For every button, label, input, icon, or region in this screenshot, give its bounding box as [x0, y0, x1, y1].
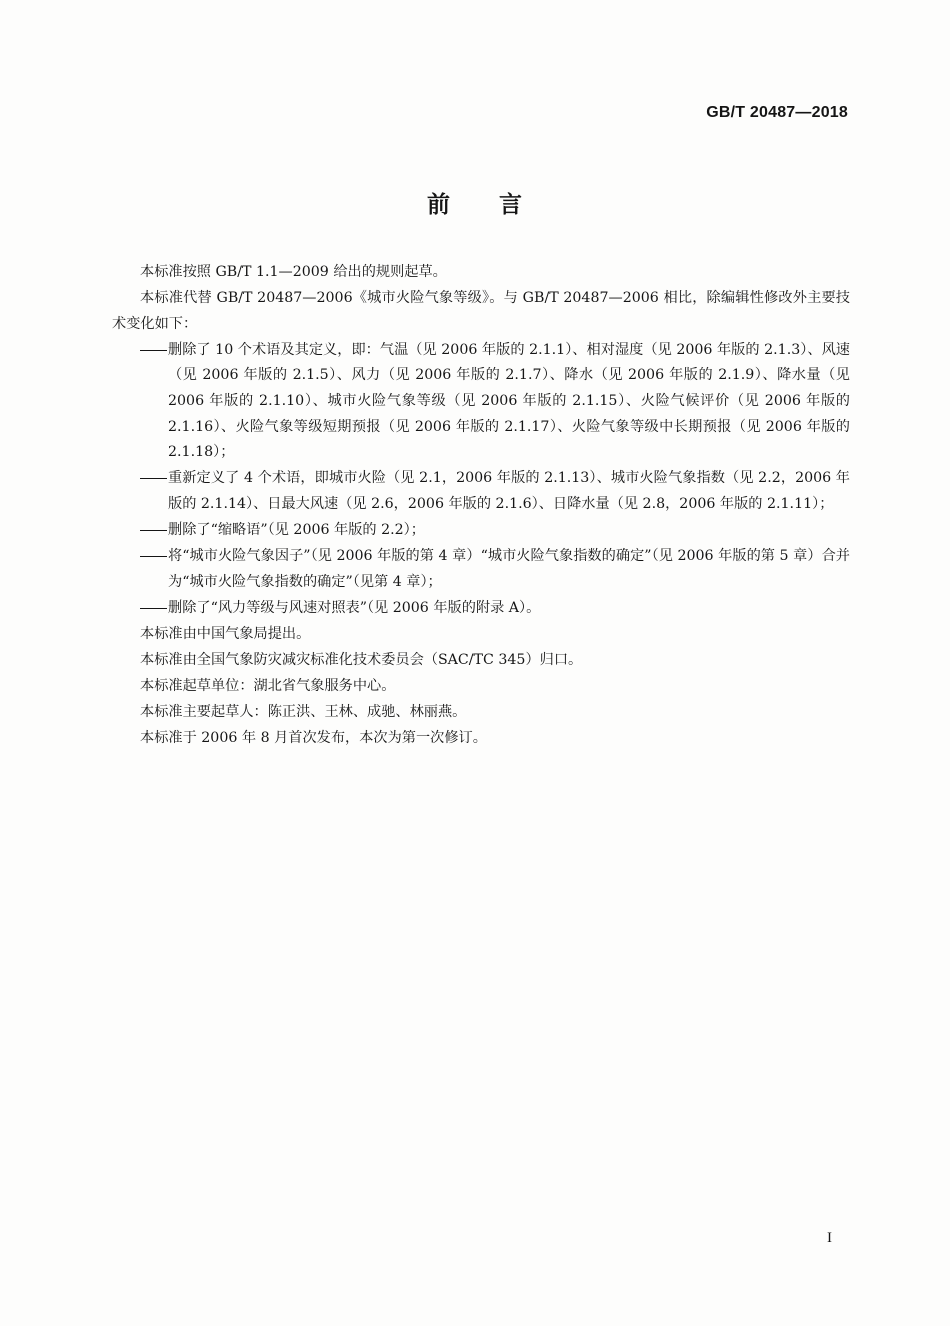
title-char-2: 言	[499, 192, 523, 218]
paragraph-replacement: 本标准代替 GB/T 20487—2006《城市火险气象等级》。与 GB/T 20487—2006 相比，除编辑性修改外主要技术变化如下：	[112, 290, 850, 332]
paragraph-history: 本标准于 2006 年 8 月首次发布，本次为第一次修订。	[140, 730, 487, 747]
standard-number: GB/T 20487—2018	[706, 104, 848, 121]
change-item-4	[112, 544, 850, 595]
change-text: 删除了 10 个术语及其定义，即：气温（见 2006 年版的 2.1.1）、相对湿度（见 2006 年版的 2.1.3）、风速（见 2006 年版的 2.1.5）、风力（见 2006 年版的 2.1.7）、降水（见 2006 年版的 2.1.9）、降水量（见 2006 年版的 2.1.10）、城市火险气象等级（见 2006 年版的 2.1.15）、火险气候评价（见 2006 年版的 2.1.16）、火险气象等级短期预报（见 2006 年版的 2.1.17）、火险气象等级中长期预报（见 2006 年版的 2.1.18）；	[168, 341, 850, 461]
change-text: 删除了“缩略语”（见 2006 年版的 2.2）；	[168, 521, 425, 538]
change-item-2	[112, 466, 850, 517]
paragraph-drafting-unit: 本标准起草单位：湖北省气象服务中心。	[140, 678, 396, 694]
change-text: 删除了“风力等级与风速对照表”（见 2006 年版的附录 A）。	[168, 599, 541, 616]
paragraph-committee: 本标准由全国气象防灾减灾标准化技术委员会（SAC/TC 345）归口。	[140, 651, 583, 668]
paragraph-proposer: 本标准由中国气象局提出。	[140, 625, 311, 642]
change-item-1	[112, 338, 850, 466]
paragraph-drafters: 本标准主要起草人：陈正洪、王林、成驰、林丽燕。	[140, 704, 467, 721]
change-text: 将“城市火险气象因子”（见 2006 年版的第 4 章）“城市火险气象指数的确定”（见 2006 年版的第 5 章）合并为“城市火险气象指数的确定”（见第 4 章）；	[168, 548, 850, 590]
paragraph-drafting-rules: 本标准按照 GB/T 1.1—2009 给出的规则起草。	[140, 264, 447, 280]
change-text: 重新定义了 4 个术语，即城市火险（见 2.1，2006 年版的 2.1.13）、城市火险气象指数（见 2.2，2006 年版的 2.1.14）、日最大风速（见 2.6，2006 年版的 2.1.6）、日降水量（见 2.8，2006 年版的 2.1.11）；	[168, 470, 850, 512]
foreword-body	[112, 260, 850, 752]
page-title	[0, 186, 950, 219]
change-item-3	[112, 518, 850, 544]
change-item-5	[112, 596, 850, 622]
title-char-1: 前	[427, 192, 451, 218]
page-number: I	[827, 1230, 832, 1246]
